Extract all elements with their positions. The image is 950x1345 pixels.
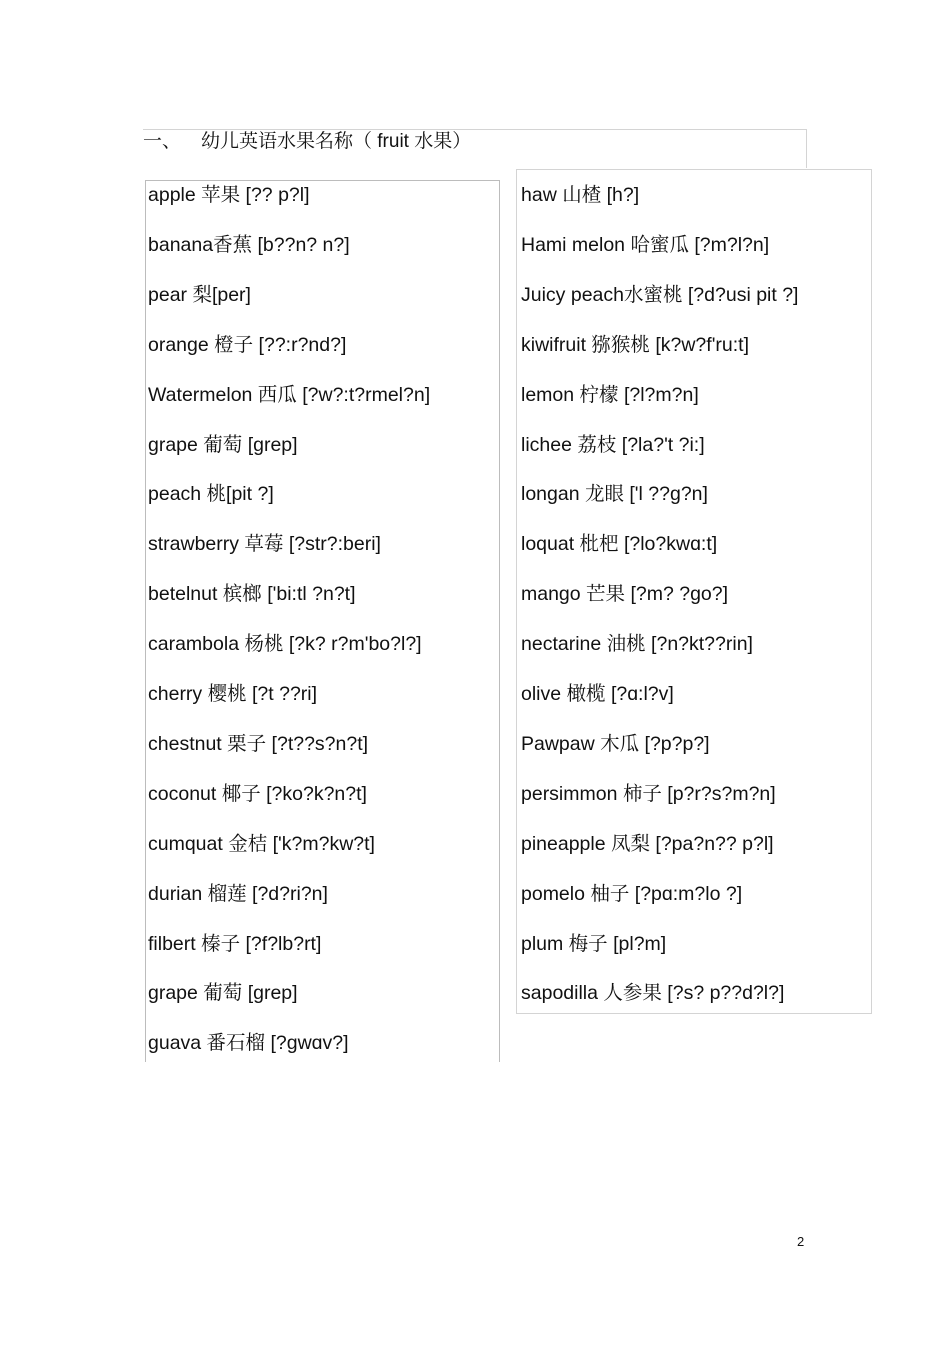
fruit-entry: coconut 椰子 [?ko?k?n?t] bbox=[148, 782, 367, 805]
fruit-entry: lichee 荔枝 [?la?'t ?i:] bbox=[521, 433, 705, 456]
fruit-entry: longan 龙眼 ['l ??g?n] bbox=[521, 483, 708, 506]
fruit-entry: guava 番石榴 [?ɡwɑv?] bbox=[148, 1032, 349, 1055]
section-number: 一、 bbox=[143, 131, 182, 152]
fruit-entry: loquat 枇杷 [?lo?kwɑ:t] bbox=[521, 533, 718, 556]
left-vocabulary-column bbox=[145, 180, 500, 1062]
fruit-entry: nectarine 油桃 [?n?kt??rin] bbox=[521, 633, 753, 656]
fruit-entry: chestnut 栗子 [?t??s?n?t] bbox=[148, 732, 369, 755]
fruit-entry: Juicy peach水蜜桃 [?d?usi pit ?] bbox=[521, 283, 799, 306]
section-title: 幼儿英语水果名称（ fruit 水果） bbox=[201, 131, 472, 152]
fruit-entry: haw 山楂 [h?] bbox=[521, 184, 640, 206]
fruit-entry: strawberry 草莓 [?str?:beri] bbox=[148, 533, 381, 556]
right-vocabulary-column bbox=[516, 169, 872, 1014]
fruit-entry: grape 葡萄 [ɡrep] bbox=[148, 982, 298, 1005]
fruit-entry: pineapple 凤梨 [?pa?n?? p?l] bbox=[521, 832, 774, 855]
fruit-entry: lemon 柠檬 [?l?m?n] bbox=[521, 383, 699, 406]
fruit-entry: plum 梅子 [pl?m] bbox=[521, 932, 667, 955]
fruit-entry: apple 苹果 [?? p?l] bbox=[148, 184, 310, 206]
fruit-entry: persimmon 柿子 [p?r?s?m?n] bbox=[521, 782, 776, 805]
fruit-entry: banana香蕉 [b??n? n?] bbox=[148, 233, 350, 256]
section-heading bbox=[143, 129, 471, 155]
fruit-entry: filbert 榛子 [?f?lb?rt] bbox=[148, 932, 322, 955]
fruit-entry: grape 葡萄 [ɡrep] bbox=[148, 433, 298, 456]
fruit-entry: kiwifruit 猕猴桃 [k?w?f'ru:t] bbox=[521, 333, 750, 356]
fruit-entry: cherry 樱桃 [?t ??ri] bbox=[148, 683, 318, 705]
fruit-entry: pear 梨[per] bbox=[148, 283, 251, 306]
fruit-entry: mango 芒果 [?m? ?go?] bbox=[521, 583, 729, 606]
fruit-entry: orange 橙子 [??:r?nd?] bbox=[148, 333, 347, 356]
fruit-entry: sapodilla 人参果 [?s? p??d?l?] bbox=[521, 982, 785, 1005]
fruit-entry: olive 橄榄 [?ɑ:l?v] bbox=[521, 683, 674, 705]
page-number: 2 bbox=[797, 1234, 805, 1249]
fruit-entry: Pawpaw 木瓜 [?p?p?] bbox=[521, 732, 710, 755]
fruit-entry: Hami melon 哈蜜瓜 [?m?l?n] bbox=[521, 233, 770, 256]
fruit-entry: pomelo 柚子 [?pɑ:m?lo ?] bbox=[521, 882, 743, 905]
fruit-entry: carambola 杨桃 [?k? r?m'bo?l?] bbox=[148, 633, 422, 656]
fruit-entry: cumquat 金桔 ['k?m?kw?t] bbox=[148, 832, 375, 855]
fruit-entry: durian 榴莲 [?d?ri?n] bbox=[148, 882, 328, 905]
fruit-entry: peach 桃[pit ?] bbox=[148, 483, 274, 506]
fruit-entry: betelnut 槟榔 ['bi:tl ?n?t] bbox=[148, 583, 356, 606]
fruit-entry: Watermelon 西瓜 [?w?:t?rmel?n] bbox=[148, 383, 431, 406]
